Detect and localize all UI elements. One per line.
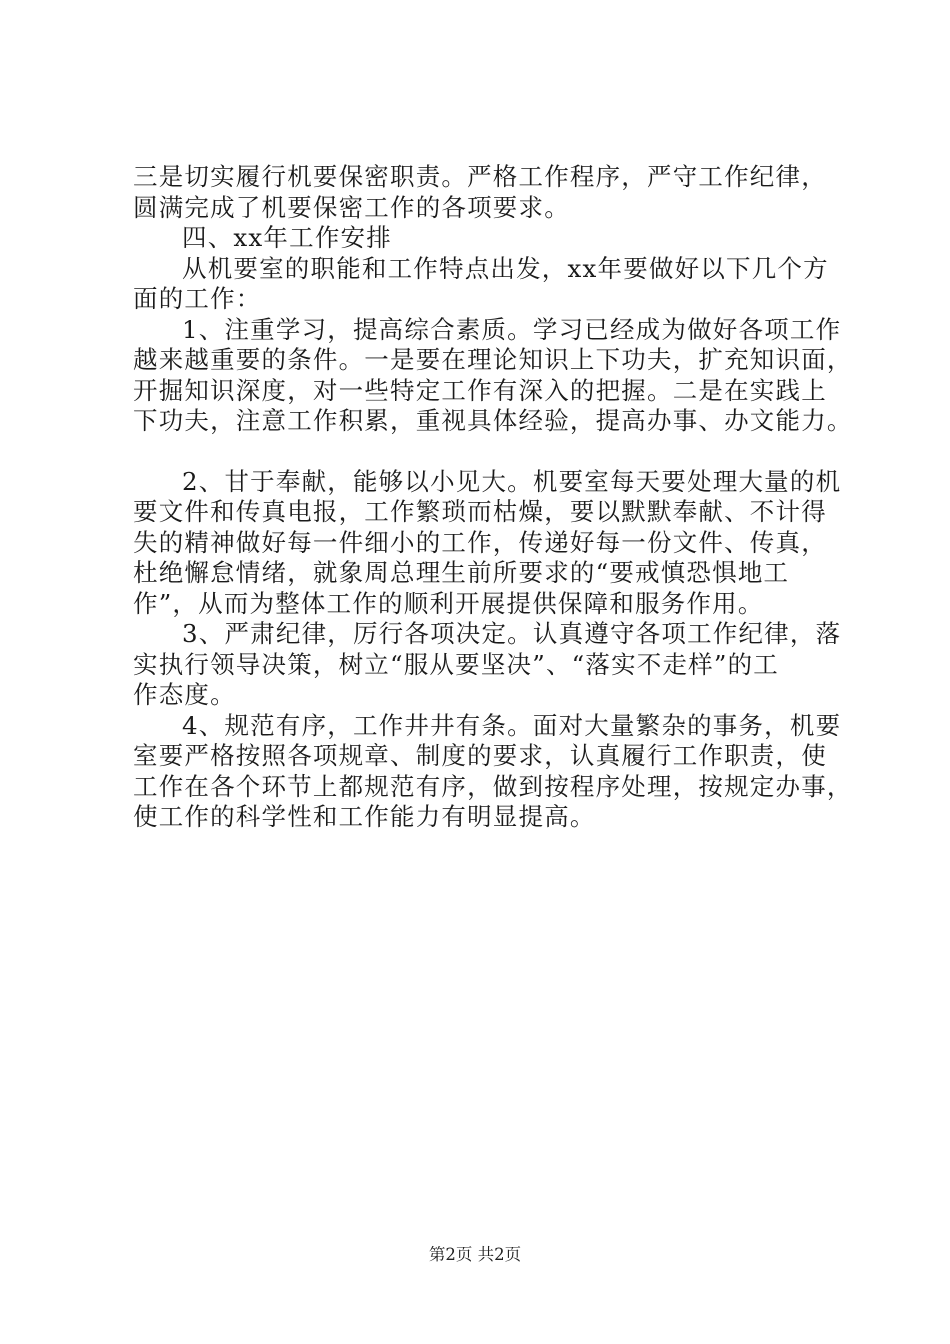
- text-line: 室要严格按照各项规章、制度的要求，认真履行工作职责，使: [133, 741, 827, 770]
- text-line: 实执行领导决策，树立“服从要坚决”、“落实不走样”的工: [133, 649, 779, 679]
- text-line: 失的精神做好每一件细小的工作，传递好每一份文件、传真，: [133, 527, 827, 557]
- text-line: 杜绝懈怠情绪，就象周总理生前所要求的“要戒慎恐惧地工: [133, 558, 790, 587]
- text-line: 使工作的科学性和工作能力有明显提高。: [133, 802, 596, 831]
- text-line: 越来越重要的条件。一是要在理论知识上下功夫，扩充知识面，: [133, 345, 853, 374]
- text-line: 三是切实履行机要保密职责。严格工作程序，严守工作纪律，: [133, 162, 827, 191]
- paragraph-gap: [133, 437, 843, 467]
- text-line: 1、注重学习，提高综合素质。学习已经成为做好各项工作: [182, 314, 842, 344]
- text-line: 4、规范有序，工作井井有条。面对大量繁杂的事务，机要: [182, 710, 842, 740]
- text-line: 2、甘于奉献，能够以小见大。机要室每天要处理大量的机: [182, 466, 842, 496]
- page-number-footer: 第2页 共2页: [428, 1245, 522, 1264]
- text-line: 作态度。: [133, 680, 236, 709]
- text-line: 从机要室的职能和工作特点出发，xx年要做好以下几个方: [182, 253, 829, 283]
- text-line: 要文件和传真电报，工作繁琐而枯燥，要以默默奉献、不计得: [133, 497, 827, 526]
- text-line: 开掘知识深度，对一些特定工作有深入的把握。二是在实践上: [133, 375, 827, 405]
- text-line: 圆满完成了机要保密工作的各项要求。: [133, 192, 570, 222]
- section-heading: 四、xx年工作安排: [182, 223, 392, 252]
- text-line: 工作在各个环节上都规范有序，做到按程序处理，按规定办事，: [133, 771, 853, 801]
- document-body: [133, 162, 853, 833]
- text-line: 作”，从而为整体工作的顺利开展提供保障和服务作用。: [133, 588, 764, 618]
- text-line: 3、严肃纪律，厉行各项决定。认真遵守各项工作纪律，落: [182, 619, 842, 648]
- text-line: 面的工作：: [133, 284, 262, 313]
- text-line: 下功夫，注意工作积累，重视具体经验，提高办事、办文能力。: [133, 406, 853, 435]
